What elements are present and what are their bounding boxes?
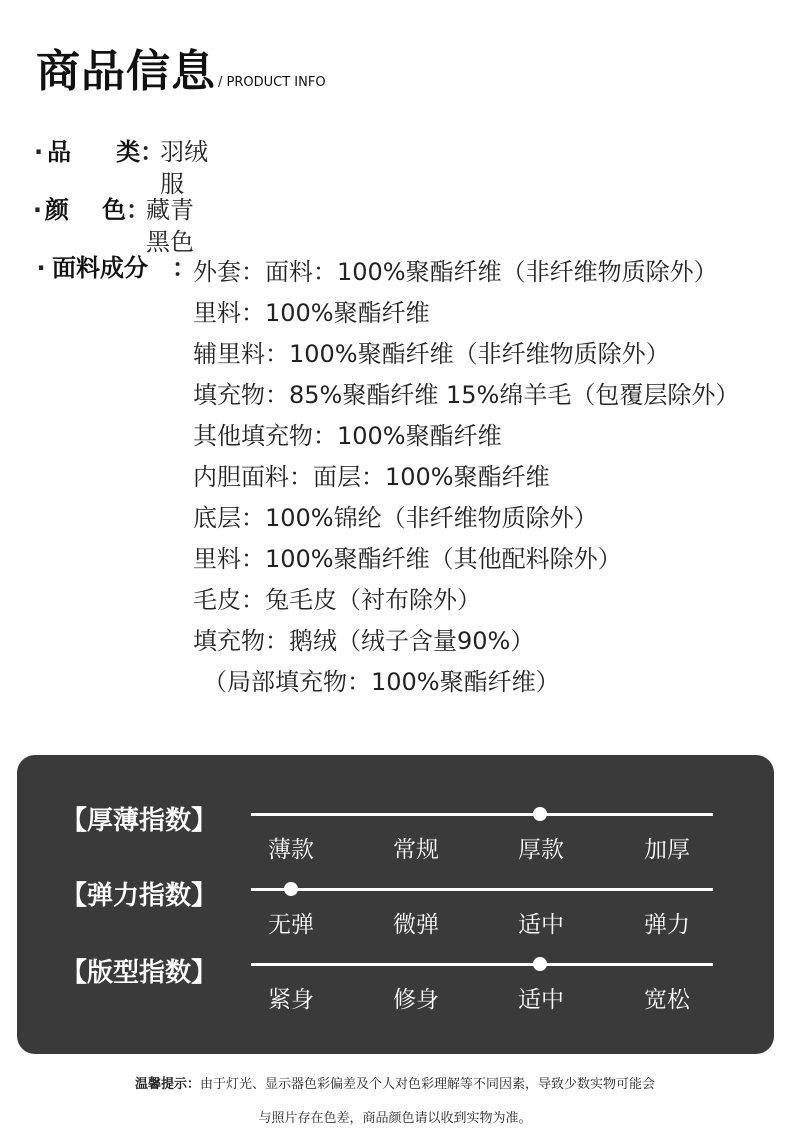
tip-text: 由于灯光、显示器色彩偏差及个人对色彩理解等不同因素，导致少数实物可能会 — [200, 1077, 656, 1092]
index-knob — [284, 882, 298, 896]
index-panel — [17, 755, 774, 1054]
index-track — [251, 813, 713, 816]
fabric-line: 毛皮：兔毛皮（衬布除外） — [193, 586, 481, 614]
info-row-category — [30, 136, 216, 200]
fabric-line: 里料：100%聚酯纤维 — [193, 299, 430, 327]
fabric-line: 内胆面料：面层：100%聚酯纤维 — [193, 463, 550, 491]
label-colon: ： — [140, 138, 165, 166]
label-colon: ： — [125, 196, 150, 224]
tip-line-2 — [0, 1107, 790, 1126]
bullet: · — [32, 196, 42, 224]
index-track — [251, 963, 713, 966]
tip-line-1 — [0, 1073, 790, 1092]
tip-prefix: 温馨提示： — [134, 1077, 200, 1092]
fabric-line: 外套：面料：100%聚酯纤维（非纤维物质除外） — [193, 258, 718, 286]
index-knob — [533, 957, 547, 971]
index-option: 无弹 — [268, 912, 314, 938]
info-row-fabric — [30, 252, 196, 284]
index-option: 适中 — [518, 987, 564, 1013]
page-title-group — [36, 46, 326, 97]
fabric-line: 辅里料：100%聚酯纤维（非纤维物质除外） — [193, 340, 670, 368]
fabric-line: （局部填充物：100%聚酯纤维） — [203, 668, 560, 696]
info-value-color: 藏青 黑色 — [145, 196, 194, 256]
index-option: 紧身 — [268, 987, 314, 1013]
info-label-category — [47, 136, 140, 200]
index-option: 薄款 — [268, 837, 314, 863]
index-option: 适中 — [518, 912, 564, 938]
fabric-line: 里料：100%聚酯纤维（其他配料除外） — [193, 545, 622, 573]
fabric-line: 其他填充物：100%聚酯纤维 — [193, 422, 502, 450]
index-knob — [533, 807, 547, 821]
index-option: 修身 — [393, 987, 439, 1013]
fabric-line: 填充物：鹅绒（绒子含量90%） — [193, 627, 535, 655]
label-char: 品 — [47, 138, 72, 166]
fabric-lines — [193, 252, 739, 703]
page-title: 商品信息 — [36, 46, 216, 97]
label-colon: ： — [172, 254, 196, 282]
fabric-line: 底层：100%锦纶（非纤维物质除外） — [193, 504, 598, 532]
fabric-line: 填充物：85%聚酯纤维 15%绵羊毛（包覆层除外） — [193, 381, 740, 409]
bullet: · — [33, 138, 44, 166]
index-label: 【弹力指数】 — [61, 881, 218, 911]
index-option: 厚款 — [518, 837, 564, 863]
bullet: · — [36, 254, 46, 282]
info-row-color — [30, 194, 216, 258]
label-char: 颜 — [44, 196, 69, 224]
info-value-category: 羽绒服 — [160, 138, 209, 198]
label-char: 色 — [101, 196, 126, 224]
index-label: 【版型指数】 — [61, 958, 218, 988]
info-label-color — [45, 194, 126, 258]
index-option: 微弹 — [393, 912, 439, 938]
info-label-fabric: 面料成分 — [52, 254, 148, 282]
page-subtitle: / PRODUCT INFO — [218, 75, 326, 90]
tip-text: 与照片存在色差，商品颜色请以收到实物为准。 — [258, 1111, 532, 1126]
index-option: 宽松 — [644, 987, 690, 1013]
index-option: 加厚 — [644, 837, 690, 863]
index-option: 弹力 — [644, 912, 690, 938]
index-option: 常规 — [393, 837, 439, 863]
index-track — [251, 888, 713, 891]
label-char: 类 — [116, 138, 141, 166]
index-label: 【厚薄指数】 — [61, 806, 218, 836]
